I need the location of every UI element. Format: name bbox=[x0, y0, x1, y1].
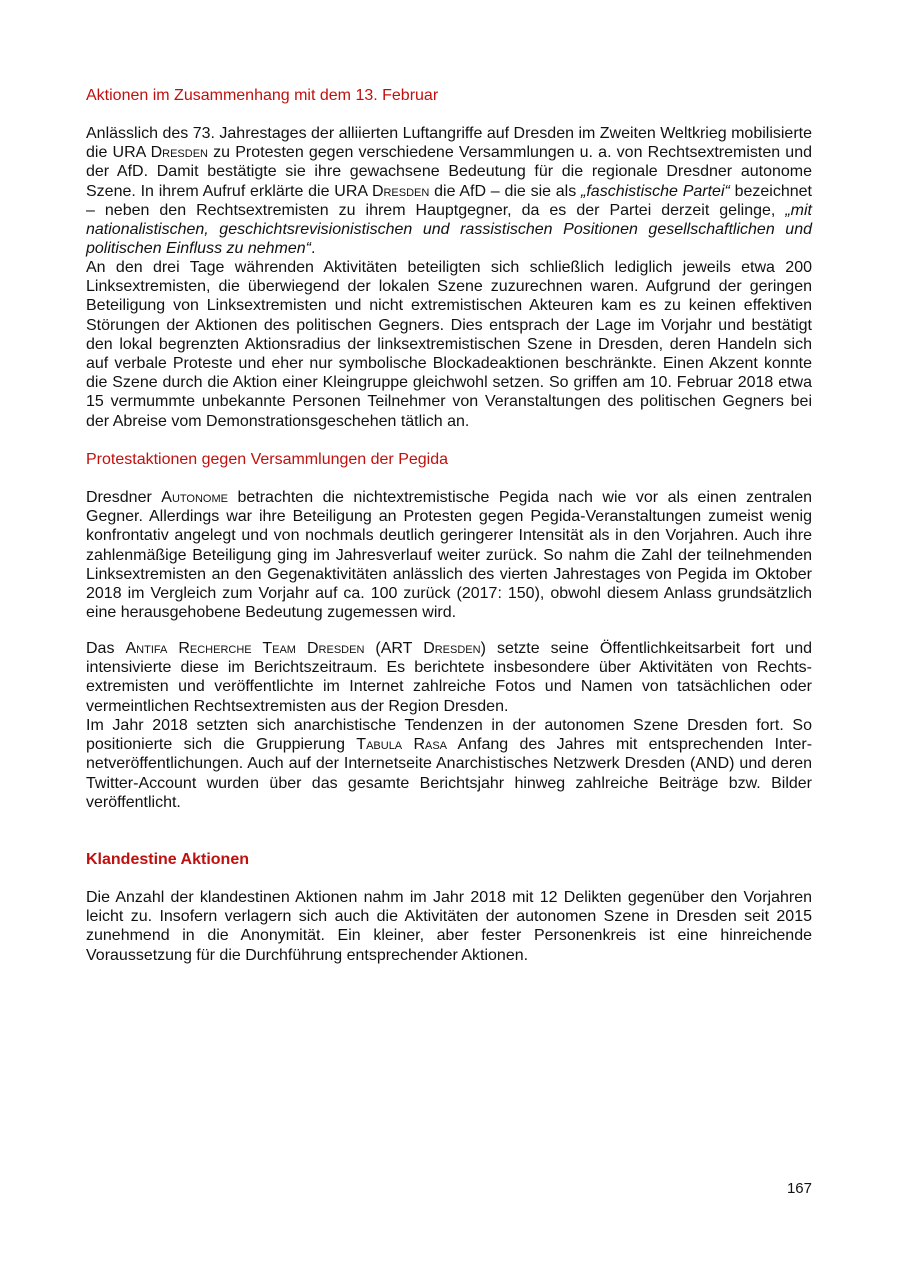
paragraph: Im Jahr 2018 setzten sich anarchistische Tendenzen in der autonomen Szene Dresden fort. So positionierte sich die Gruppierung Tabula Rasa Anfang des Jahres mit entsprechenden Internetveröffentlichungen. Auch auf der Internetseite Anarchistisches Netzwerk Dresden (AND) und deren Twitter-Account wurden über das gesamte Berichtsjahr hinweg zahlreiche Beiträge bzw. Bilder veröffentlicht. bbox=[86, 717, 813, 811]
section-heading: Klandestine Aktionen bbox=[86, 851, 249, 868]
page-number: 167 bbox=[786, 1180, 812, 1197]
paragraph: Anlässlich des 73. Jahrestages der alliierten Luftangriffe auf Dresden im Zweiten Weltkrieg mobilisierte die URA Dresden zu Protesten gegen verschiedene Versammlungen u. a. von Rechtsextremisten und der AfD. Damit bestätigte sie ihre gewachsene Bedeutung für die regionale Dresdner autonome Szene. In ihrem Aufruf erklärte die URA Dresden die AfD – die sie als „faschistische Partei“ bezeichnet – neben den Rechtsextremisten zu ihrem Hauptgegner, da es der Partei derzeit gelinge, „mit nationalistischen, geschichtsrevisionistischen und rassistischen Positionen gesellschaftlichen und politischen Einfluss zu nehmen“. bbox=[86, 125, 813, 258]
paragraph: An den drei Tage währenden Aktivitäten beteiligten sich schließlich lediglich jeweils etwa 200 Linksextremisten, die überwiegend der lokalen Szene zuzurechnen waren. Aufgrund der geringen Beteiligung von Linksextremisten und nicht extremistischen Akteuren kam es zu keinen effektiven Störungen der Aktionen des politischen Gegners. Dies entsprach der Lage im Vorjahr und bestätigt den lokal begrenzten Aktionsradius der linksextremistischen Szene in Dresden, deren Handeln sich auf verbale Proteste und eher nur symbolische Blockadeaktionen beschränkte. Einen Akzent konnte die Szene durch die Aktion einer Kleingruppe gleichwohl setzen. So griffen am 10. Februar 2018 etwa 15 vermummte unbekannte Personen Teilnehmer von Veranstaltungen des politischen Gegners bei der Abreise vom Demonstrationsgeschehen tätlich an. bbox=[86, 259, 812, 430]
section-heading: Aktionen im Zusammenhang mit dem 13. Februar bbox=[86, 87, 439, 104]
paragraph: Dresdner Autonome betrachten die nichtextremistische Pegida nach wie vor als einen zentralen Gegner. Allerdings war ihre Beteiligung an Protesten gegen Pegida-Veranstaltungen zumeist wenig konfrontativ angelegt und von nochmals deutlich geringerer Intensität als in den Vorjahren. Auch ihre zahlenmäßige Beteiligung ging im Jahresverlauf weiter zurück. So nahm die Zahl der teilnehmenden Linksextremisten an den Gegenaktivitäten anlässlich des vierten Jahrestages von Pegida im Oktober 2018 im Vergleich zum Vorjahr auf ca. 100 zurück (2017: 150), obwohl diesem Anlass grundsätzlich eine herausgehobene Bedeutung zugemessen wird. bbox=[86, 489, 813, 622]
paragraph: Das Antifa Recherche Team Dresden (ART Dresden) setzte seine Öffentlichkeitsarbeit fort und intensivierte diese im Berichtszeitraum. Es berichtete insbesondere über Aktivitäten von Rechtsextremisten und veröffentlichte im Internet zahlreiche Fotos und Namen von tatsächlichen oder vermeintlichen Rechtsextremisten aus der Region Dresden. bbox=[86, 640, 812, 715]
section-heading: Protestaktionen gegen Versammlungen der Pegida bbox=[86, 451, 449, 468]
paragraph: Die Anzahl der klandestinen Aktionen nahm im Jahr 2018 mit 12 Delikten gegenüber den Vorjahren leicht zu. Insofern verlagern sich auch die Aktivitäten der autonomen Szene in Dresden seit 2015 zunehmend in die Anonymität. Ein kleiner, aber fester Personenkreis ist eine hinreichende Voraussetzung für die Durchführung entsprechender Aktionen. bbox=[86, 889, 812, 964]
